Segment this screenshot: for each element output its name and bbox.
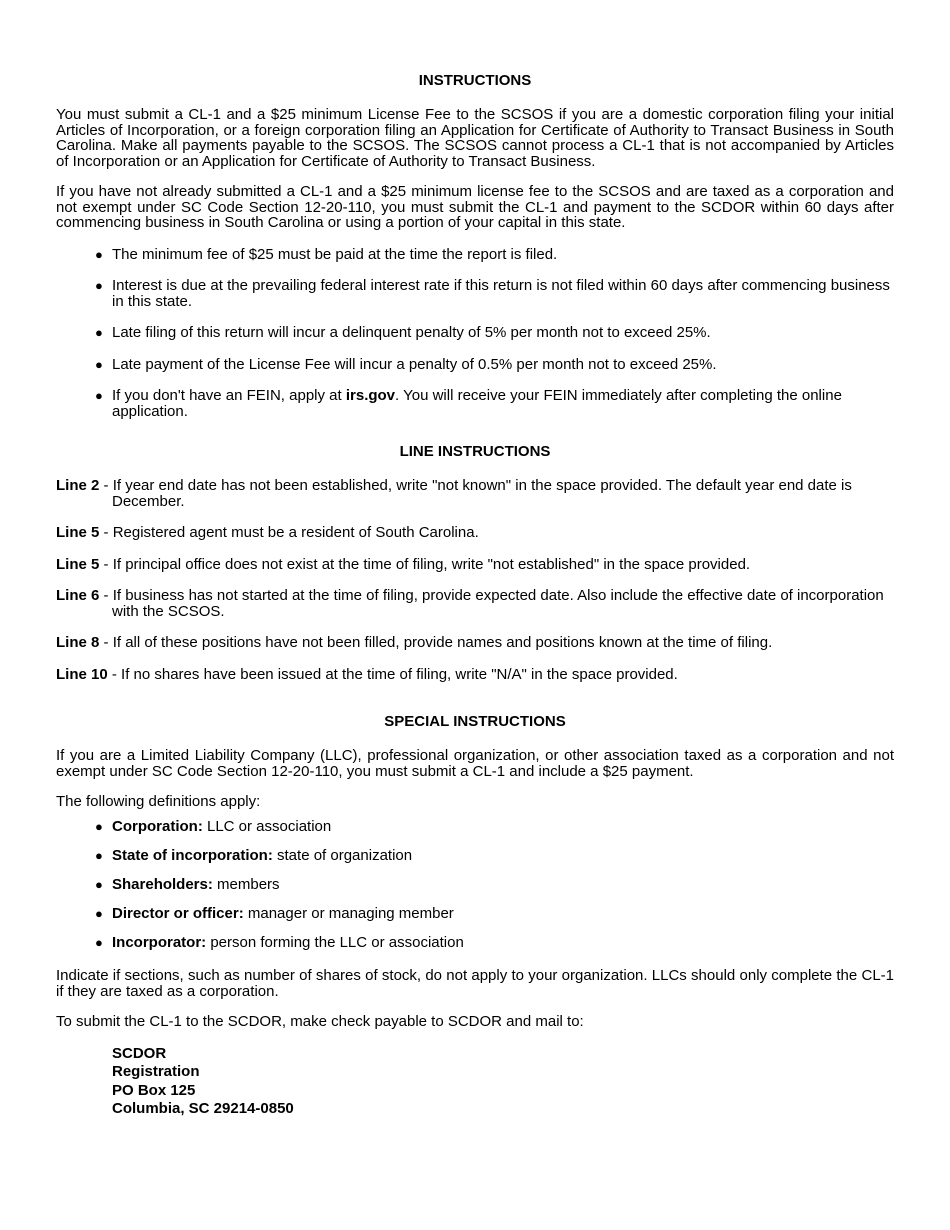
definition-term: State of incorporation: [112,846,273,864]
bullet-icon: ● [95,934,103,950]
bullet-icon: ● [95,356,103,372]
bullet-text: Late filing of this return will incur a delinquent penalty of 5% per month not to exceed 25%. [112,324,711,341]
line-label: Line 10 [56,665,108,683]
bullet-icon: ● [95,905,103,921]
bullet-text: Late payment of the License Fee will incur a penalty of 0.5% per month not to exceed 25%. [112,355,717,373]
line-label: Line 8 [56,634,100,651]
line-instructions-heading: LINE INSTRUCTIONS [399,443,551,460]
definition-meaning: manager or managing member [243,904,454,922]
special-paragraph-1: If you are a Limited Liability Company (LLC), professional organization, or other association taxed as a corporation and not exempt under SC Code Section 12-20-110, you must submit a CL-1 and include a $25 payment. [56,747,894,780]
list-item [56,388,894,419]
line-instruction-item [56,667,894,683]
definition-term: Corporation: [112,817,203,835]
definition-term: Incorporator: [112,933,207,951]
instructions-page [56,71,894,1119]
bullet-icon: ● [95,325,103,340]
line-instruction-item [56,557,894,573]
irs-gov-link[interactable]: irs.gov [345,387,396,404]
line-text: - Registered agent must be a resident of South Carolina. [103,524,479,541]
bullet-icon: ● [95,847,103,863]
list-item [56,877,894,893]
special-paragraph-2: The following definitions apply: [56,793,261,810]
list-item [56,357,894,373]
definition-term: Director or officer: [112,904,244,922]
line-text: - If all of these positions have not been filled, provide names and positions known at the time of filing. [103,634,773,651]
line-instruction-item [56,588,894,619]
line-instruction-item [56,525,894,541]
definitions-list [56,819,894,951]
line-text: - If no shares have been issued at the time of filing, write "N/A" in the space provided. [111,665,678,683]
instructions-bullet-list [56,247,894,420]
address-line: Columbia, SC 29214-0850 [112,1100,294,1117]
list-item [56,935,894,951]
instructions-heading: INSTRUCTIONS [418,72,532,89]
bullet-icon: ● [95,876,103,892]
bullet-text: Interest is due at the prevailing federal interest rate if this return is not filed within 60 days after commencing business in this state. [112,277,890,310]
definition-meaning: members [212,875,280,893]
fein-bullet-after: . You will receive your FEIN immediately after completing the online application. [112,387,842,420]
address-line: PO Box 125 [112,1081,196,1099]
list-item [56,906,894,922]
line-label: Line 5 [56,555,100,573]
bullet-icon: ● [95,818,103,834]
instructions-paragraph-2: If you have not already submitted a CL-1 and a $25 minimum license fee to the SCSOS and are taxed as a corporation and not exempt under SC Code Section 12-20-110, you must submit the CL-1 and payment to the SCDOR within 60 days after commencing business in South Carolina or using a portion of your capital in this state. [56,183,894,231]
definition-meaning: person forming the LLC or association [206,933,464,951]
address-line: SCDOR [112,1044,167,1062]
bullet-text: The minimum fee of $25 must be paid at the time the report is filed. [112,245,558,263]
definition-term: Shareholders: [112,875,213,893]
list-item [56,278,894,309]
bullet-icon: ● [95,246,103,262]
line-text: - If business has not started at the time of filing, provide expected date. Also include the effective date of incorporation with the SCSOS. [103,587,884,620]
line-instruction-item [56,478,894,509]
special-paragraph-4: To submit the CL-1 to the SCDOR, make check payable to SCDOR and mail to: [56,1013,584,1030]
special-paragraph-3: Indicate if sections, such as number of shares of stock, do not apply to your organization. LLCs should only complete the CL-1 if they are taxed as a corporation. [56,967,894,1000]
line-instruction-item [56,635,894,651]
line-text: - If year end date has not been established, write "not known" in the space provided. The default year end date is December. [103,477,852,510]
line-label: Line 2 [56,477,100,494]
line-text: - If principal office does not exist at the time of filing, write "not established" in the space provided. [103,555,751,573]
list-item [56,848,894,864]
mailing-address [56,1045,894,1119]
list-item [56,247,894,263]
list-item [56,819,894,835]
instructions-paragraph-1: You must submit a CL-1 and a $25 minimum License Fee to the SCSOS if you are a domestic corporation filing your initial Articles of Incorporation, or a foreign corporation filing an Application for Certificate of Authority to Transact Business in South Carolina. Make all payments payable to the SCSOS. The SCSOS cannot process a CL-1 that is not accompanied by Articles of Incorporation or an Application for Certificate of Authority to Transact Business. [56,106,894,170]
definition-meaning: state of organization [272,846,413,864]
special-instructions-heading: SPECIAL INSTRUCTIONS [384,713,566,730]
definition-meaning: LLC or association [202,817,332,835]
line-label: Line 5 [56,524,100,541]
address-line: Registration [112,1063,200,1080]
line-label: Line 6 [56,587,100,604]
fein-bullet-before: If you don't have an FEIN, apply at [112,387,346,404]
list-item [56,325,894,341]
bullet-icon: ● [95,278,103,293]
bullet-icon: ● [95,388,103,403]
